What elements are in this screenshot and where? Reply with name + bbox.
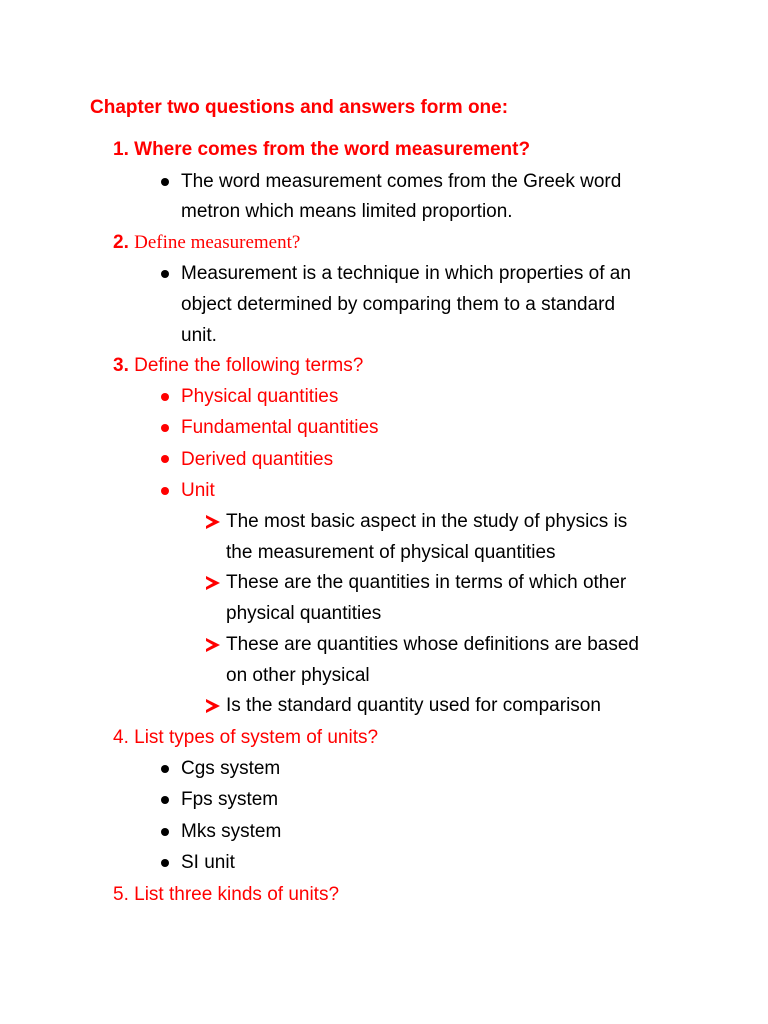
answer-2-line-1: Measurement is a technique in which properties of an xyxy=(181,263,631,284)
bullet-icon xyxy=(161,487,169,495)
answer-2-line-3: unit. xyxy=(181,325,217,346)
term-item: Fundamental quantities xyxy=(181,417,379,438)
bullet-icon xyxy=(161,765,169,773)
answer-1-line-1: The word measurement comes from the Greek word xyxy=(181,171,622,192)
term-item: Derived quantities xyxy=(181,449,334,470)
arrow-bullet-icon xyxy=(206,638,220,652)
arrow-bullet-icon xyxy=(206,576,220,590)
definition-1-line-2: the measurement of physical quantities xyxy=(226,542,556,563)
question-4: 4. List types of system of units? xyxy=(113,727,379,748)
bullet-icon xyxy=(161,455,169,463)
question-2-text: Define measurement? xyxy=(134,232,301,253)
definition-3-line-2: on other physical xyxy=(226,665,370,686)
bullet-icon xyxy=(161,828,169,836)
question-3-text: Define the following terms? xyxy=(134,355,364,376)
term-item: Physical quantities xyxy=(181,386,339,407)
question-3-number: 3. xyxy=(113,355,129,376)
question-1-text: Where comes from the word measurement? xyxy=(134,139,531,160)
definition-1-line-1: The most basic aspect in the study of physics is xyxy=(226,511,628,532)
page-heading: Chapter two questions and answers form one: xyxy=(90,97,509,118)
system-item: SI unit xyxy=(181,852,235,873)
system-item: Mks system xyxy=(181,821,282,842)
definition-2-line-2: physical quantities xyxy=(226,603,382,624)
arrow-bullet-icon xyxy=(206,515,220,529)
question-1-number: 1. xyxy=(113,139,129,160)
bullet-icon xyxy=(161,796,169,804)
bullet-icon xyxy=(161,424,169,432)
question-1 xyxy=(113,138,530,162)
answer-1-line-2: metron which means limited proportion. xyxy=(181,201,513,222)
definition-3-line-1: These are quantities whose definitions are based xyxy=(226,634,639,655)
term-item: Unit xyxy=(181,480,215,501)
question-2 xyxy=(113,231,300,255)
system-item: Cgs system xyxy=(181,758,281,779)
answer-2-line-2: object determined by comparing them to a standard xyxy=(181,294,616,315)
definition-2-line-1: These are the quantities in terms of which other xyxy=(226,572,627,593)
question-5: 5. List three kinds of units? xyxy=(113,884,340,905)
bullet-icon xyxy=(161,859,169,867)
bullet-icon xyxy=(161,393,169,401)
bullet-icon xyxy=(161,270,169,278)
question-2-number: 2. xyxy=(113,232,129,253)
question-3 xyxy=(113,354,363,378)
system-item: Fps system xyxy=(181,789,279,810)
arrow-bullet-icon xyxy=(206,699,220,713)
definition-4-line-1: Is the standard quantity used for comparison xyxy=(226,695,601,716)
bullet-icon xyxy=(161,178,169,186)
